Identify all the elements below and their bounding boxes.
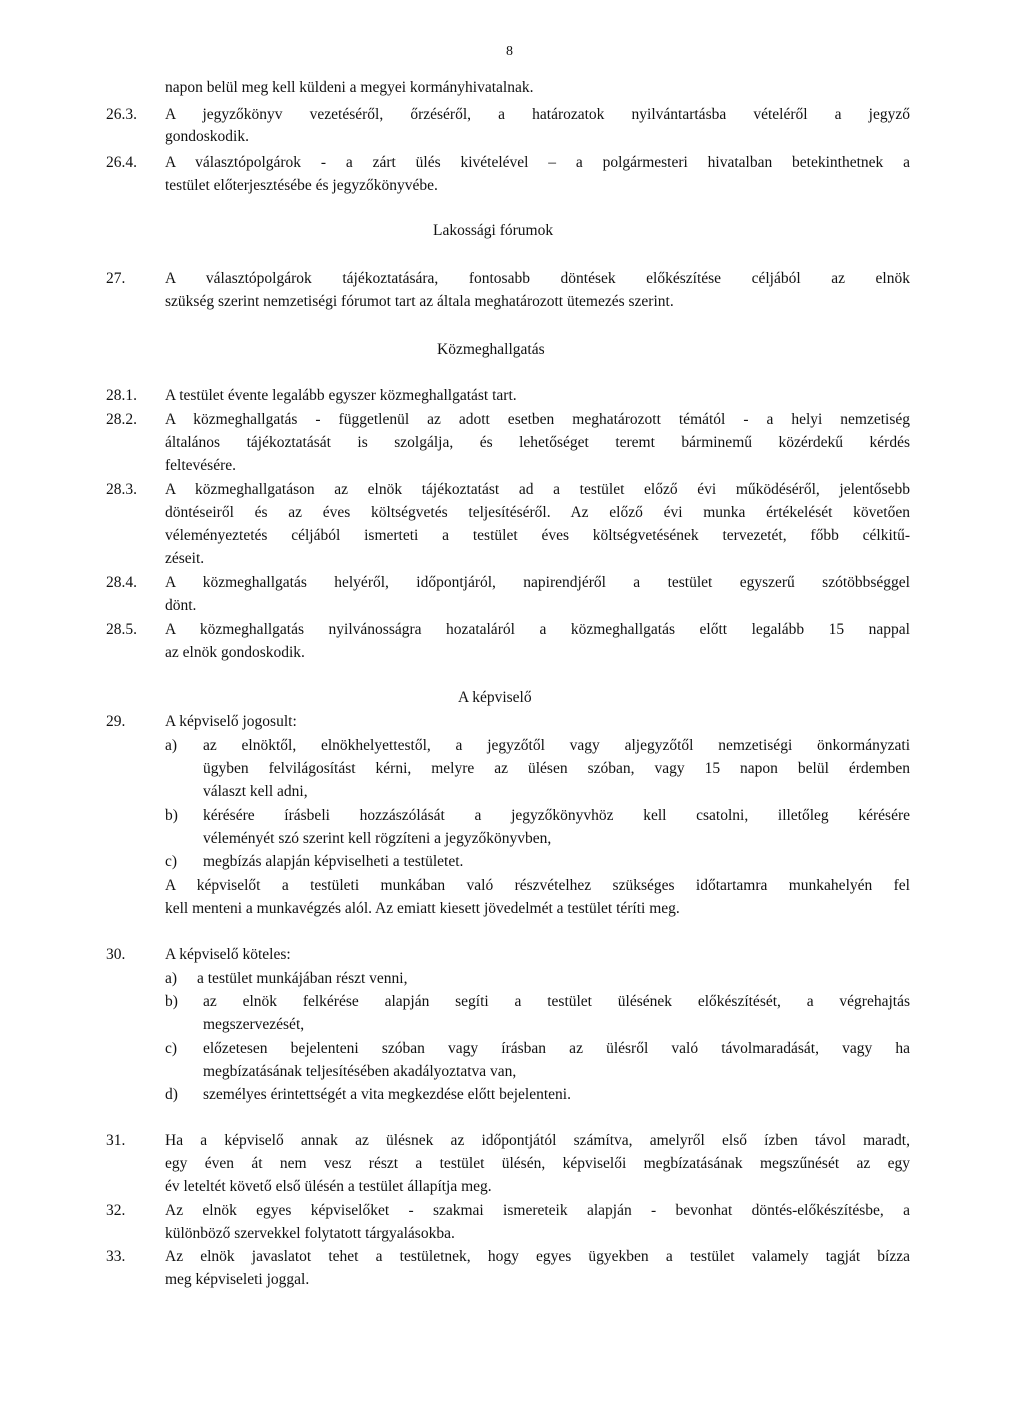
- paragraph-line: a testület munkájában részt venni,: [197, 970, 408, 987]
- section-number: 28.1.: [106, 387, 137, 404]
- section-number: 33.: [106, 1248, 126, 1265]
- list-marker: a): [165, 970, 178, 987]
- paragraph-line: A képviselő köteles:: [165, 946, 291, 963]
- paragraph-line: testület előterjesztésébe és jegyzőkönyvébe.: [165, 177, 438, 194]
- paragraph-line: A testület évente legalább egyszer közmeghallgatást tart.: [165, 387, 517, 404]
- section-heading: A képviselő: [458, 689, 532, 706]
- paragraph-line: A választópolgárok - a zárt ülés kivételével – a polgármesteri hivatalban betekinthetnek a: [165, 154, 910, 171]
- paragraph-line: véleményeztetés céljából ismerteti a testület éves költségvetésének tervezetét, főbb célkitű-: [165, 527, 910, 544]
- page-number: 8: [506, 44, 513, 59]
- paragraph-line: év leteltét követő első ülésén a testület állapítja meg.: [165, 1178, 492, 1195]
- paragraph-line: egy éven át nem vesz részt a testület ülésén, képviselői megbízatásának megszűnését az egy: [165, 1155, 910, 1172]
- paragraph-line: Az elnök javaslatot tehet a testületnek, hogy egyes ügyekben a testület valamely tagját bízza: [165, 1248, 910, 1265]
- section-heading: Lakossági fórumok: [433, 222, 554, 239]
- paragraph-line: megszervezését,: [203, 1016, 305, 1033]
- section-number: 29.: [106, 713, 126, 730]
- paragraph-line: A közmeghallgatáson az elnök tájékoztatást ad a testület előző évi működéséről, jelentősebb: [165, 481, 910, 498]
- paragraph-line: A jegyzőkönyv vezetéséről, őrzéséről, a határozatok nyilvántartásba vételéről a jegyző: [165, 106, 910, 123]
- list-marker: d): [165, 1086, 178, 1103]
- paragraph-line: az elnöktől, elnökhelyettestől, a jegyzőtől vagy aljegyzőtől nemzetiségi önkormányzati: [203, 737, 910, 754]
- paragraph-line: A képviselőt a testületi munkában való részvételhez szükséges időtartamra munkahelyén fel: [165, 877, 910, 894]
- section-number: 28.2.: [106, 411, 137, 428]
- paragraph-line: A közmeghallgatás nyilvánosságra hozataláról a közmeghallgatás előtt legalább 15 nappal: [165, 621, 910, 638]
- paragraph-line: dönt.: [165, 597, 197, 614]
- section-number: 32.: [106, 1202, 126, 1219]
- paragraph-line: előzetesen bejelenteni szóban vagy írásban az ülésről való távolmaradását, vagy ha: [203, 1040, 910, 1057]
- list-marker: b): [165, 807, 178, 824]
- section-number: 26.3.: [106, 106, 137, 123]
- section-heading: Közmeghallgatás: [437, 341, 545, 358]
- paragraph-line: döntéseiről és az éves költségvetés teljesítéséről. Az előző évi munka értékelését követően: [165, 504, 910, 521]
- paragraph-line: napon belül meg kell küldeni a megyei kormányhivatalnak.: [165, 79, 534, 96]
- paragraph-line: meg képviseleti joggal.: [165, 1271, 310, 1288]
- paragraph-line: választ kell adni,: [203, 783, 308, 800]
- paragraph-line: A közmeghallgatás helyéről, időpontjáról, napirendjéről a testület egyszerű szótöbbséggel: [165, 574, 910, 591]
- paragraph-line: véleményét szó szerint kell rögzíteni a jegyzőkönyvben,: [203, 830, 552, 847]
- section-number: 30.: [106, 946, 126, 963]
- list-marker: c): [165, 853, 178, 870]
- paragraph-line: megbízás alapján képviselheti a testületet.: [203, 853, 464, 870]
- paragraph-line: szükség szerint nemzetiségi fórumot tart az általa meghatározott ütemezés szerint.: [165, 293, 674, 310]
- paragraph-line: kérésére írásbeli hozzászólását a jegyzőkönyvhöz kell csatolni, illetőleg kérésére: [203, 807, 910, 824]
- paragraph-line: A közmeghallgatás - függetlenül az adott esetben meghatározott témától - a helyi nemzetiség: [165, 411, 910, 428]
- paragraph-line: személyes érintettségét a vita megkezdése előtt bejelenteni.: [203, 1086, 571, 1103]
- paragraph-line: zéseit.: [165, 550, 205, 567]
- list-marker: c): [165, 1040, 178, 1057]
- paragraph-line: A képviselő jogosult:: [165, 713, 297, 730]
- paragraph-line: Ha a képviselő annak az ülésnek az időpontjától számítva, amelyről első ízben távol maradt,: [165, 1132, 910, 1149]
- paragraph-line: gondoskodik.: [165, 128, 249, 145]
- paragraph-line: Az elnök egyes képviselőket - szakmai ismereteik alapján - bevonhat döntés-előkészítésbe, a: [165, 1202, 910, 1219]
- section-number: 28.5.: [106, 621, 137, 638]
- section-number: 27.: [106, 270, 126, 287]
- list-marker: b): [165, 993, 178, 1010]
- section-number: 31.: [106, 1132, 126, 1149]
- list-marker: a): [165, 737, 178, 754]
- paragraph-line: megbízatásának teljesítésében akadályoztatva van,: [203, 1063, 517, 1080]
- paragraph-line: különböző szervekkel folytatott tárgyalásokba.: [165, 1225, 455, 1242]
- section-number: 28.4.: [106, 574, 137, 591]
- section-number: 28.3.: [106, 481, 137, 498]
- paragraph-line: az elnök felkérése alapján segíti a testület ülésének előkészítését, a végrehajtás: [203, 993, 910, 1010]
- paragraph-line: feltevésére.: [165, 457, 236, 474]
- paragraph-line: az elnök gondoskodik.: [165, 644, 305, 661]
- paragraph-line: kell menteni a munkavégzés alól. Az emiatt kiesett jövedelmét a testület téríti meg.: [165, 900, 680, 917]
- section-number: 26.4.: [106, 154, 137, 171]
- paragraph-line: ügyben felvilágosítást kérni, melyre az ülésen szóban, vagy 15 napon belül érdemben: [203, 760, 910, 777]
- paragraph-line: általános tájékoztatását is szolgálja, és lehetőséget teremt bárminemű közérdekű kérdés: [165, 434, 910, 451]
- paragraph-line: A választópolgárok tájékoztatására, fontosabb döntések előkészítése céljából az elnök: [165, 270, 910, 287]
